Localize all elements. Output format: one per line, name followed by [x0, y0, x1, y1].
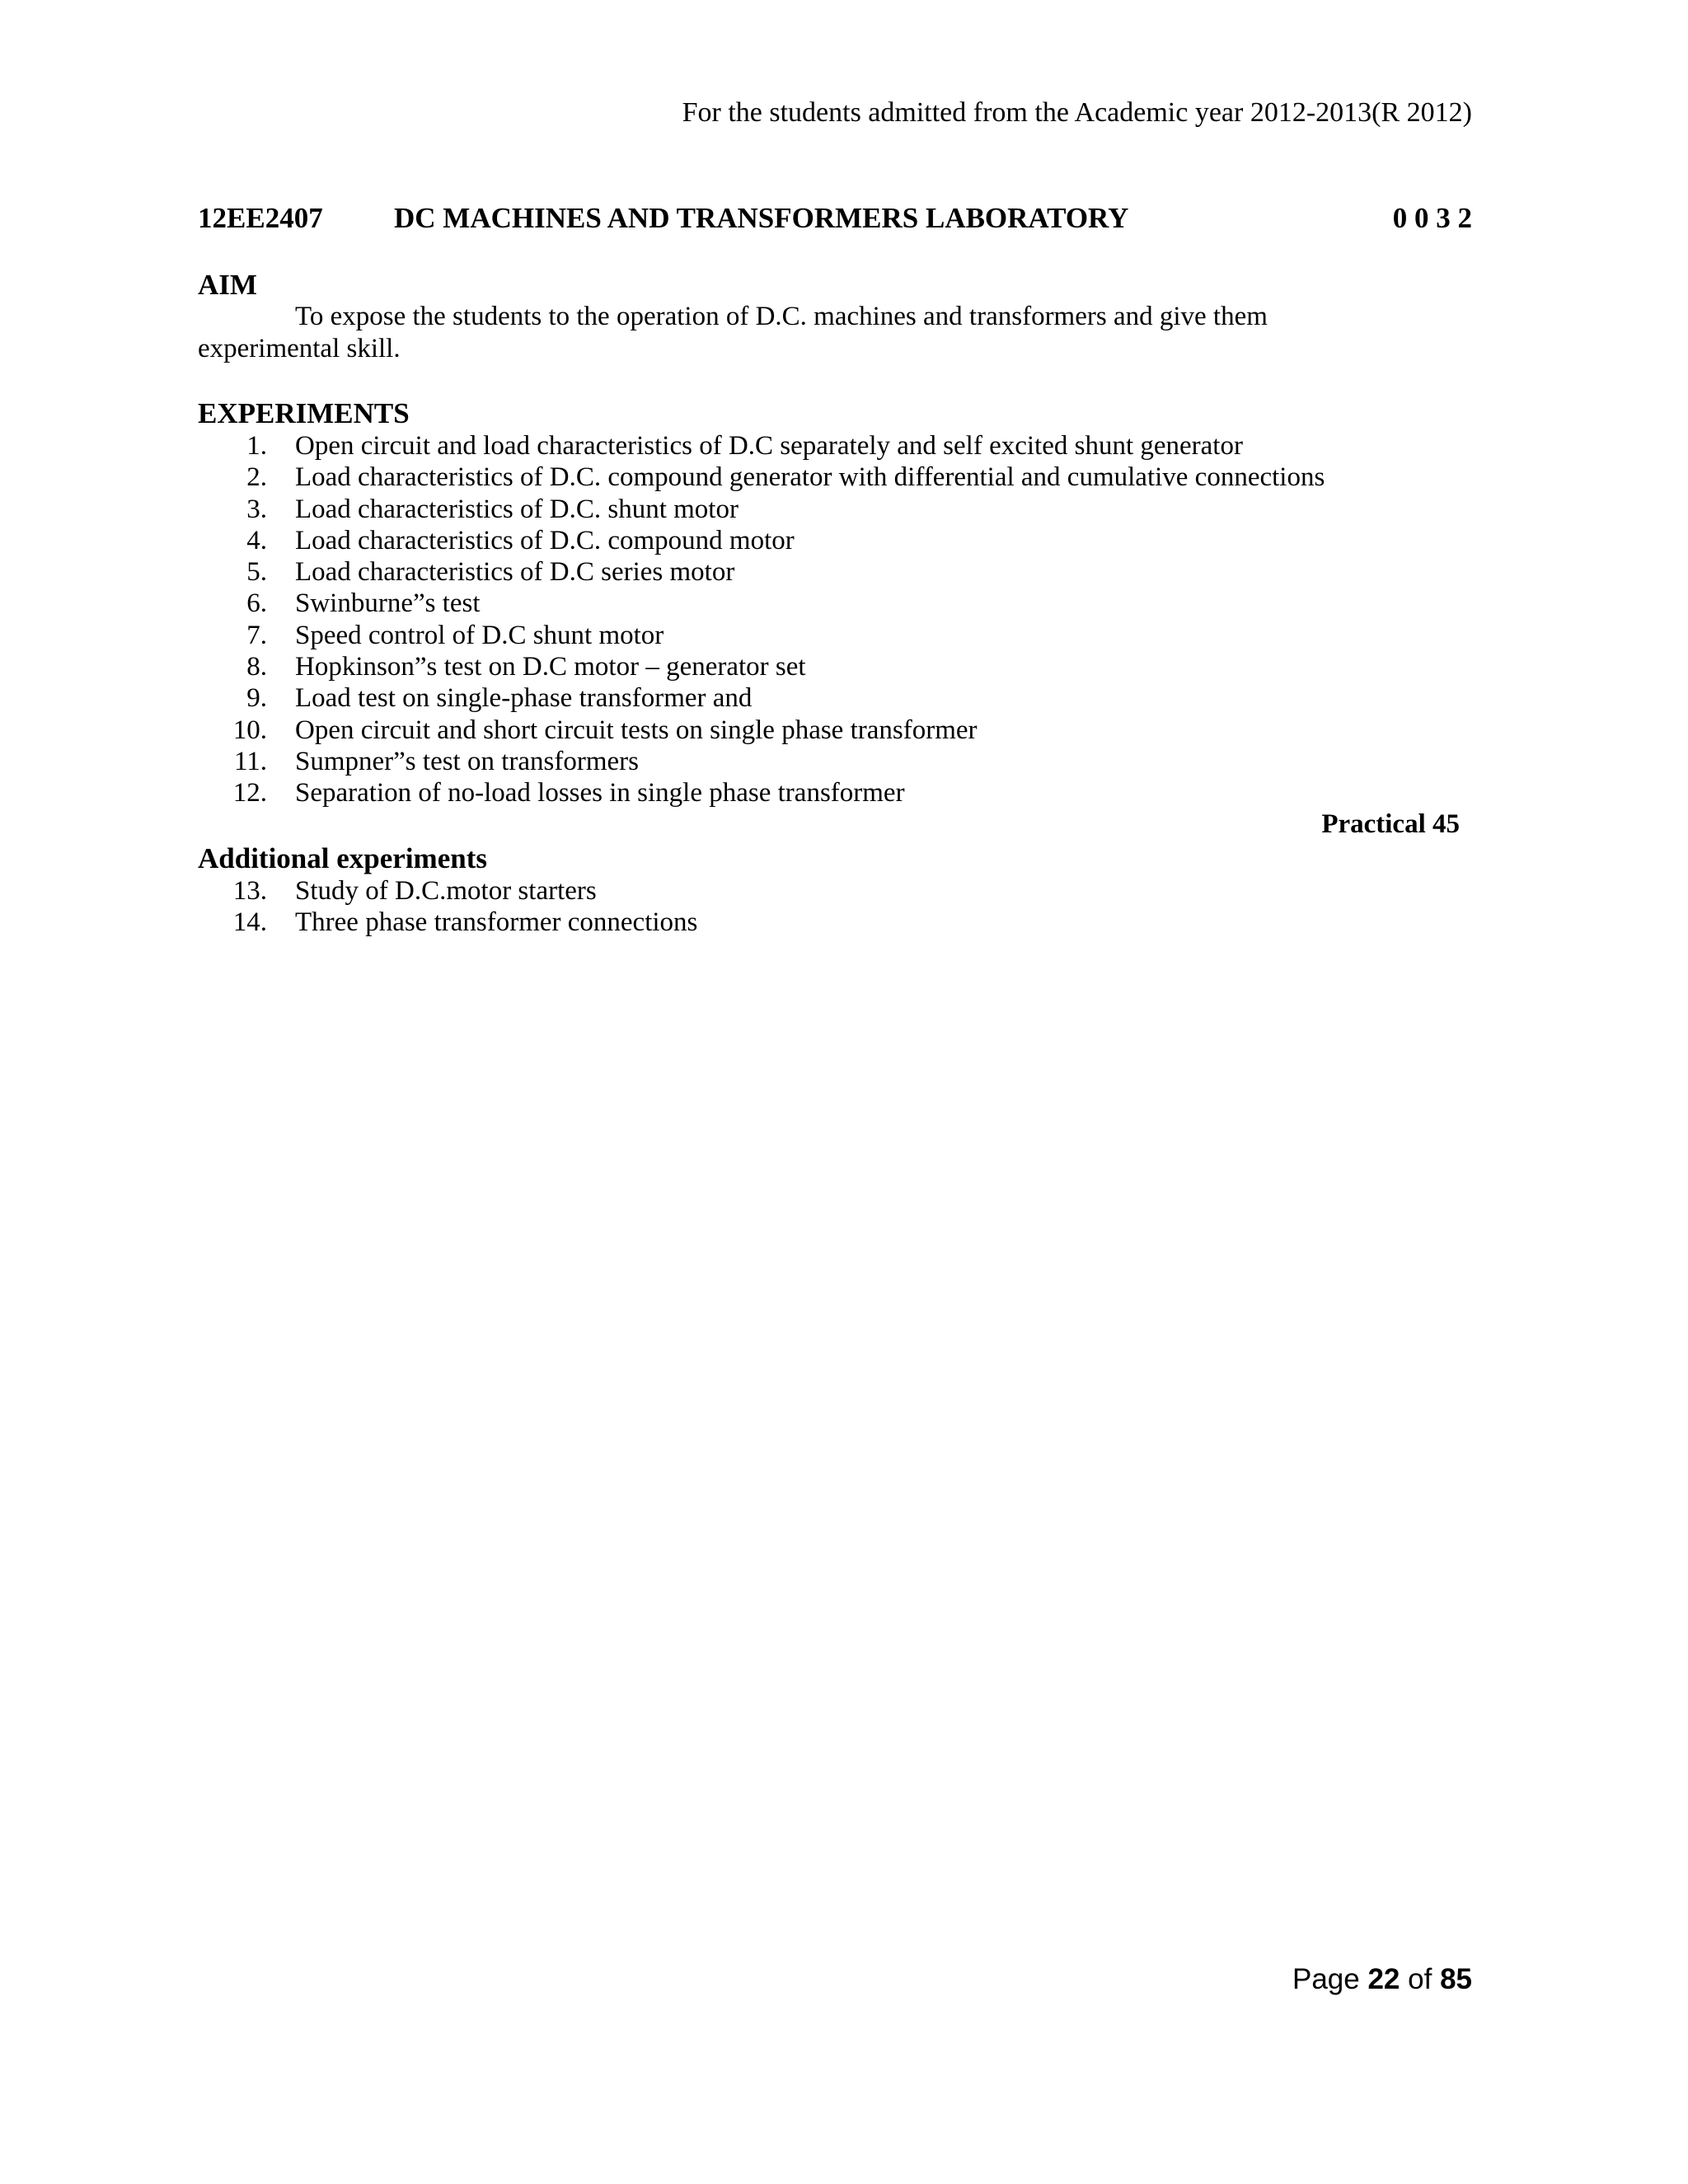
list-item-text: Open circuit and load characteristics of D.C separately and self excited shunt generator	[295, 431, 1243, 461]
list-item-number: 2.	[246, 462, 267, 493]
of-word: of	[1408, 1963, 1432, 1995]
list-item-text: Speed control of D.C shunt motor	[295, 620, 664, 650]
list-item	[198, 651, 1325, 682]
list-item-text: Load characteristics of D.C series motor	[295, 557, 735, 588]
header-note: For the students admitted from the Academic year 2012-2013(R 2012)	[682, 97, 1472, 128]
list-item-text: Load characteristics of D.C. compound motor	[295, 525, 795, 555]
list-item-text: Separation of no-load losses in single phase transformer	[295, 778, 905, 808]
page-number-footer	[1292, 1961, 1472, 1998]
list-item	[198, 525, 1325, 556]
list-item-number: 4.	[246, 525, 267, 555]
list-item-number: 5.	[246, 557, 267, 588]
list-item-text: Study of D.C.motor starters	[295, 876, 597, 906]
course-credits: 0 0 3 2	[1392, 202, 1472, 234]
list-item-number: 3.	[246, 494, 267, 524]
list-item-text: Swinburne”s test	[295, 588, 481, 619]
page-word: Page	[1292, 1963, 1360, 1995]
list-item	[198, 875, 697, 907]
course-code: 12EE2407	[198, 202, 323, 234]
aim-text: To expose the students to the operation of D.C. machines and transformers and give them experimental skill.	[198, 302, 1268, 363]
list-item	[198, 777, 1325, 808]
list-item	[198, 907, 697, 938]
list-item	[198, 430, 1325, 462]
list-item	[198, 682, 1325, 714]
list-item-number: 8.	[246, 652, 267, 682]
list-item	[198, 715, 1325, 746]
list-item-number: 10.	[232, 715, 267, 745]
list-item-text: Hopkinson”s test on D.C motor – generator set	[295, 652, 806, 682]
experiments-list	[198, 430, 1325, 809]
list-item-number: 11.	[233, 746, 267, 776]
total-page-count: 85	[1440, 1963, 1472, 1995]
list-item-number: 9.	[246, 683, 267, 714]
course-heading	[198, 200, 1472, 237]
list-item	[198, 462, 1325, 493]
list-item	[198, 620, 1325, 651]
list-item-text: Sumpner”s test on transformers	[295, 746, 639, 776]
aim-heading: AIM	[198, 269, 257, 301]
list-item-number: 14.	[232, 907, 267, 938]
list-item	[198, 556, 1325, 588]
additional-experiments-list	[198, 875, 697, 939]
list-item-number: 7.	[246, 620, 267, 650]
list-item-text: Load characteristics of D.C. compound generator with differential and cumulative connections	[295, 462, 1325, 493]
list-item-text: Load characteristics of D.C. shunt motor	[295, 494, 738, 524]
practical-hours: Practical 45	[1321, 809, 1460, 839]
list-item-text: Load test on single-phase transformer and	[295, 683, 753, 714]
list-item	[198, 746, 1325, 777]
additional-experiments-heading: Additional experiments	[198, 842, 487, 874]
list-item-number: 12.	[232, 778, 267, 808]
course-title: DC MACHINES AND TRANSFORMERS LABORATORY	[394, 202, 1129, 234]
list-item-text: Three phase transformer connections	[295, 907, 698, 938]
list-item-number: 13.	[232, 876, 267, 906]
current-page-number: 22	[1367, 1963, 1400, 1995]
experiments-heading: EXPERIMENTS	[198, 397, 410, 429]
list-item-text: Open circuit and short circuit tests on single phase transformer	[295, 715, 978, 745]
list-item-number: 6.	[246, 588, 267, 619]
list-item-number: 1.	[246, 431, 267, 461]
list-item	[198, 494, 1325, 525]
list-item	[198, 588, 1325, 619]
